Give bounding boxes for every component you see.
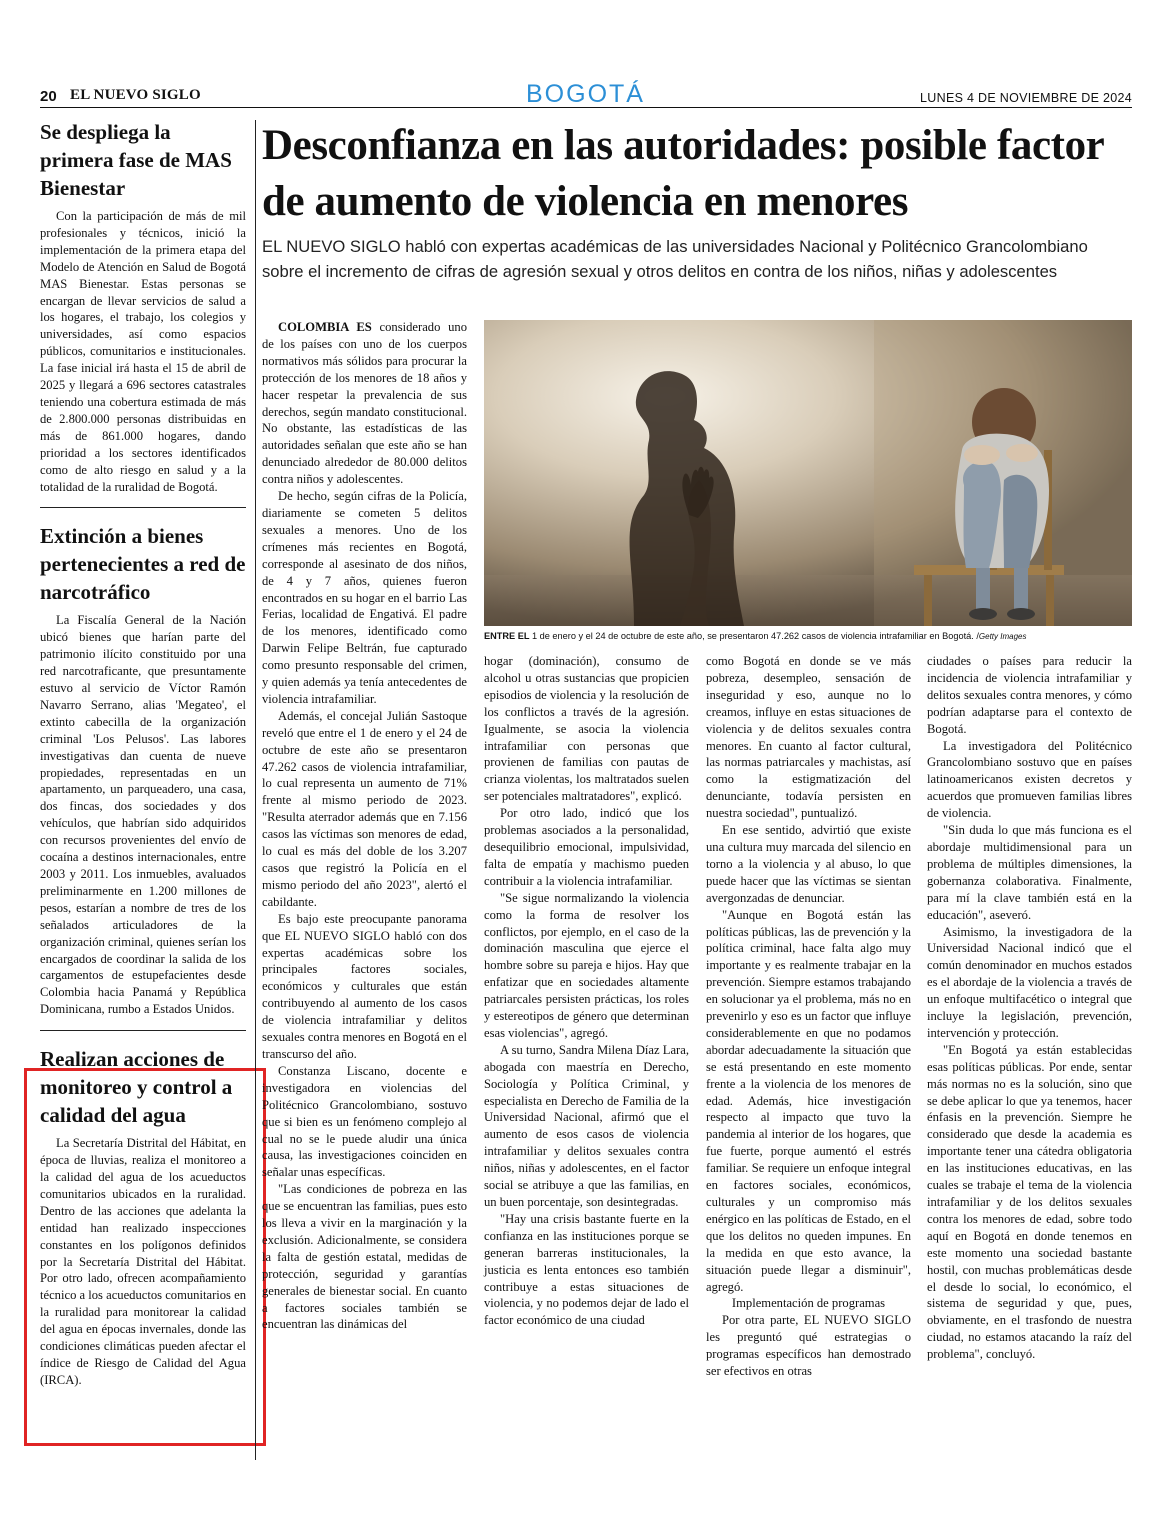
brief-title: Extinción a bienes pertenecientes a red de narcotráfico [40, 524, 246, 605]
paragraph: "En Bogotá ya están establecidas esas políticas públicas. Por ende, sentar más normas no es la solución, sino que se debe aplicar lo que ya tenemos, hacer énfasis en la prevención. Siempre he considerado que desde la academia es importante tener una cátedra obligatoria en las instituciones educativas, en las cuales se trabaje el tema de la violencia intrafamiliar y de los delitos sexuales contra los menores de edad, sobre todo aquí en Bogotá en donde tenemos en este momento una sociedad bastante hostil, con muchas problemáticas desde el desde lo social, lo económico, el sistema de seguridad y que, pues, obviamente, en el trasfondo de nuestra ciudad, no estamos atacando la raíz del problema", concluyó. [927, 1042, 1132, 1362]
brief-title: Se despliega la primera fase de MAS Bienestar [40, 120, 232, 200]
divider [40, 507, 246, 508]
caption-text: 1 de enero y el 24 de octubre de este año, se presentaron 47.262 casos de violencia intrafamiliar en Bogotá. / [532, 631, 979, 641]
article-column-3 [706, 653, 911, 1380]
paragraph: En ese sentido, advirtió que existe una cultura muy marcada del silencio en torno a la violencia y al abuso, lo que puede hacer que las víctimas se sientan avergonzadas de denunciar. [706, 823, 911, 905]
paragraph: Por otro lado, indicó que los problemas asociados a la personalidad, desequilibrio emocional, impulsividad, falta de empatía y machismo pueden contribuir a la violencia intrafamiliar. [484, 806, 689, 888]
highlight-box [24, 1068, 266, 1446]
masthead: EL NUEVO SIGLO [70, 87, 201, 103]
column-rule [255, 120, 256, 1460]
divider [40, 1030, 246, 1031]
lead-word: COLOMBIA ES [278, 320, 372, 334]
brief-body: La Secretaría Distrital del Hábitat, en época de lluvias, realiza el monitoreo a la calidad del agua de los acueductos comunitarios ubicados en la ruralidad. Dentro de las acciones que adelanta la entidad han realizado inspecciones constantes en los polígonos definidos por la Secretaría Distrital del Hábitat. Por otro lado, ofrecen acompañamiento técnico a los acueductos comunitarios en la ruralidad para monitorear la calidad del agua en épocas invernales, donde las condiciones climáticas pueden afectar el índice de Riesgo de Calidad del Agua (IRCA). [40, 1136, 246, 1387]
paragraph: "Se sigue normalizando la violencia como la forma de resolver los conflictos, por ejemplo, en el caso de la dominación masculina que ejerce el hombre sobre su pareja e hijos. Hay que enfatizar que en sociedades altamente patriarcales persisten prácticas, los roles y estereotipos de género que determinan esas violencias", agregó. [484, 890, 689, 1040]
article-photo [484, 320, 1132, 626]
brief-body: Con la participación de más de mil profesionales y técnicos, inició la implementación de la primera etapa del Modelo de Atención en Salud de Bogotá MAS Bienestar. Estas personas se encargan de llevar servicios de salud a los hogares, el trabajo, los colegios y universidades, así como espacios públicos, comunitarios e institucionales. La fase inicial irá hasta el 15 de abril de 2025 y llegará a 696 sectores catastrales teniendo una cobertura estimada de más de 2.800.000 personas distribuidas en más de 861.000 hogares, dando prioridad a los sectores identificados como de alto riesgo en salud y a la totalidad de la ruralidad de Bogotá. [40, 209, 246, 494]
paragraph: COLOMBIA ES considerado uno de los países con uno de los cuerpos normativos más sólidos para procurar la protección de los menores de 18 años y hacer respetar la prevalencia de sus derechos, según mandato constitucional. No obstante, las estadísticas de las autoridades señalan que este año se han denunciado alrededor de 80.000 delitos contra niños y adolescentes. [262, 320, 468, 487]
brief-body: La Fiscalía General de la Nación ubicó bienes que harían parte del patrimonio ilícito constituido por una red narcotraficante, que presuntamente estuvo al servicio de Víctor Ramón Navarro Serrano, alias 'Megateo', el extinto cabecilla de la organización criminal 'Los Pelusos'. Las labores investigativas dan cuenta de nueve propiedades, representadas en un apartamento, un parqueadero, una casa, dos fincas, dos sociedades y dos vehículos, que habrían sido adquiridos con recursos provenientes del envío de cocaína a destinos internacionales, entre 2003 y 2011. Los inmuebles, avaluados preliminarmente en 1.200 millones de pesos, estarían a nombre de tres de los señalados articuladores de la organización criminal, quienes serían los encargados de coordinar la salida de los cargamentos de estupefacientes desde Colombia hacia Panamá y República Dominicana, rumbo a Estados Unidos. [40, 613, 246, 1017]
page-header [40, 80, 1132, 108]
article-column-4 [927, 653, 1132, 1363]
article-deck: EL NUEVO SIGLO habló con expertas académicas de las universidades Nacional y Politécnico Grancolombiano sobre el incremento de cifras de agresión sexual y otros delitos en contra de los niños, niñas y adolescentes [262, 237, 1088, 281]
paragraph: ciudades o países para reducir la incidencia de violencia intrafamiliar y delitos sexuales contra menores, y cómo podrían adaptarse para el contexto de Bogotá. [927, 654, 1132, 736]
article-headline: Desconfianza en las autoridades: posible factor de aumento de violencia en menores [262, 122, 1104, 225]
brief-title: Realizan acciones de monitoreo y control a calidad del agua [40, 1047, 233, 1128]
paragraph: Asimismo, la investigadora de la Universidad Nacional indicó que el común denominador en muchos estados es el abordaje de la violencia a través de un enfoque multifacético o integral que incluye la legislación, prevención, intervención y protección. [927, 924, 1132, 1040]
photo-illustration-icon [484, 320, 1132, 626]
paragraph: Por otra parte, EL NUEVO SIGLO les preguntó qué estrategias o programas específicos han demostrado ser efectivos en otras [706, 1313, 911, 1379]
paragraph: "Las condiciones de pobreza en las que se encuentran las familias, pues esto los lleva a vivir en la marginación y la exclusión. Adicionalmente, se considera la falta de gestión estatal, medidas de protección, seguridad y garantías generales de bienestar social. En cuanto a factores sociales también se encuentran las dinámicas del [262, 1182, 467, 1332]
page-number: 20 [40, 88, 57, 105]
paragraph: Además, el concejal Julián Sastoque reveló que entre el 1 de enero y el 24 de octubre de este año se presentaron 47.262 casos de violencia intrafamiliar, lo cual representa un aumento de 71% frente al mismo periodo de 2023. "Resulta aterrador además que en 7.156 casos las víctimas son menores de edad, lo cual es más del doble de los 3.207 casos que registró la Policía en el mismo periodo del año 2023", alertó el cabildante. [262, 708, 467, 909]
paragraph: "Sin duda lo que más funciona es el abordaje multidimensional para un problema de múltiples dimensiones, la gobernanza colaborativa. Finalmente, para mí la clave también está en la educación", aseveró. [927, 823, 1132, 922]
article-column-1 [262, 319, 467, 1333]
photo-credit: Getty Images [978, 632, 1027, 641]
section-title: BOGOTÁ [526, 80, 645, 108]
paragraph: La investigadora del Politécnico Grancolombiano sostuvo que en países latinoamericanos existen decretos y acuerdos que promueven familias libres de violencia. [927, 738, 1132, 821]
paragraph: Constanza Liscano, docente e investigadora en violencias del Politécnico Grancolombiano, sostuvo que si bien es un fenómeno complejo al cual no se le puede aludir una única causa, las investigaciones coinciden en señalar unas específicas. [262, 1063, 467, 1180]
caption-lead: ENTRE EL [484, 631, 530, 641]
issue-date: LUNES 4 DE NOVIEMBRE DE 2024 [920, 91, 1132, 105]
paragraph: hogar (dominación), consumo de alcohol u otras sustancias que propicien episodios de violencia y la resolución de los conflictos a través de la agresión. Igualmente, se asocia la violencia intrafamiliar con personas que provienen de familias con pautas de crianza violentas, los maltratados suelen ser potenciales maltratadores", explicó. [484, 654, 689, 804]
brief-extincion-bienes [40, 522, 246, 1018]
article-column-2 [484, 653, 689, 1329]
brief-mas-bienestar [40, 118, 246, 495]
paragraph: "Hay una crisis bastante fuerte en la confianza en las instituciones porque se generan barreras institucionales, la justicia es lenta entonces eso también contribuye a estas situaciones de violencia, y no podemos dejar de lado el factor económico de una ciudad [484, 1211, 689, 1328]
photo-caption [484, 630, 1132, 643]
paragraph: Es bajo este preocupante panorama que EL NUEVO SIGLO habló con dos expertas académicas sobre los principales factores sociales, económicos y culturales que están contribuyendo al aumento de los casos de violencia intrafamiliar y delitos sexuales contra menores en Bogotá en el transcurso del año. [262, 911, 467, 1061]
paragraph: "Aunque en Bogotá están las políticas públicas, las de prevención y la política criminal, hace falta algo muy importante y es realmente trabajar en la prevención. Siempre estamos trabajando en solucionar ya el problema, más no en prevenirlo y eso es un factor que influye considerablemente en que no podamos abordar adecuadamente la situación que se está presentando en este momento frente a la violencia de los menores de edad. Además, hice investigación respecto al impacto que tuvo la pandemia al interior de los hogares, que fue fuerte, porque aumentó el estrés familiar. Se requiere un enfoque integral en factores sociales, económicos, culturales y un compromiso más enérgico en las políticas de Estado, en el que los delitos no queden impunes. En la medida en que esto avance, la situación puede llegar a disminuir", agregó. [706, 907, 911, 1294]
main-article [262, 118, 1132, 284]
paragraph: A su turno, Sandra Milena Díaz Lara, abogada con maestría en Derecho, Sociología y Política Criminal, y especialista en Derecho de Familia de la Universidad Nacional, afirmó que el aumento de esos casos de violencia intrafamiliar y delitos sexuales contra niños, niñas y adolescentes, en el factor social se atribuye a que las familias, en un buen porcentaje, son desintegradas. [484, 1042, 689, 1209]
paragraph: como Bogotá en donde se ve más pobreza, desempleo, sensación de inseguridad y eso, aunque no lo creamos, influye en estas situaciones de violencia y de delitos sexuales contra menores. En cuanto al factor cultural, las normas patriarcales y machistas, así como la estigmatización del denunciante, todavía persisten en nuestra sociedad", puntualizó. [706, 654, 911, 821]
subheading: Implementación de programas [731, 1296, 886, 1311]
paragraph: De hecho, según cifras de la Policía, diariamente se cometen 5 delitos sexuales a menores. Uno de los crímenes más recientes en Bogotá, corresponde al asesinato de dos niños, de 4 y 7 años, quienes fueron encontrados en su hogar en el barrio Las Ferias, localidad de Engativá. El padre de los menores, identificado como Darwin Felipe Beltrán, fue capturado como presunto responsable del crimen, y quien además ya tenía antecedentes de violencia intrafamiliar. [262, 489, 467, 706]
